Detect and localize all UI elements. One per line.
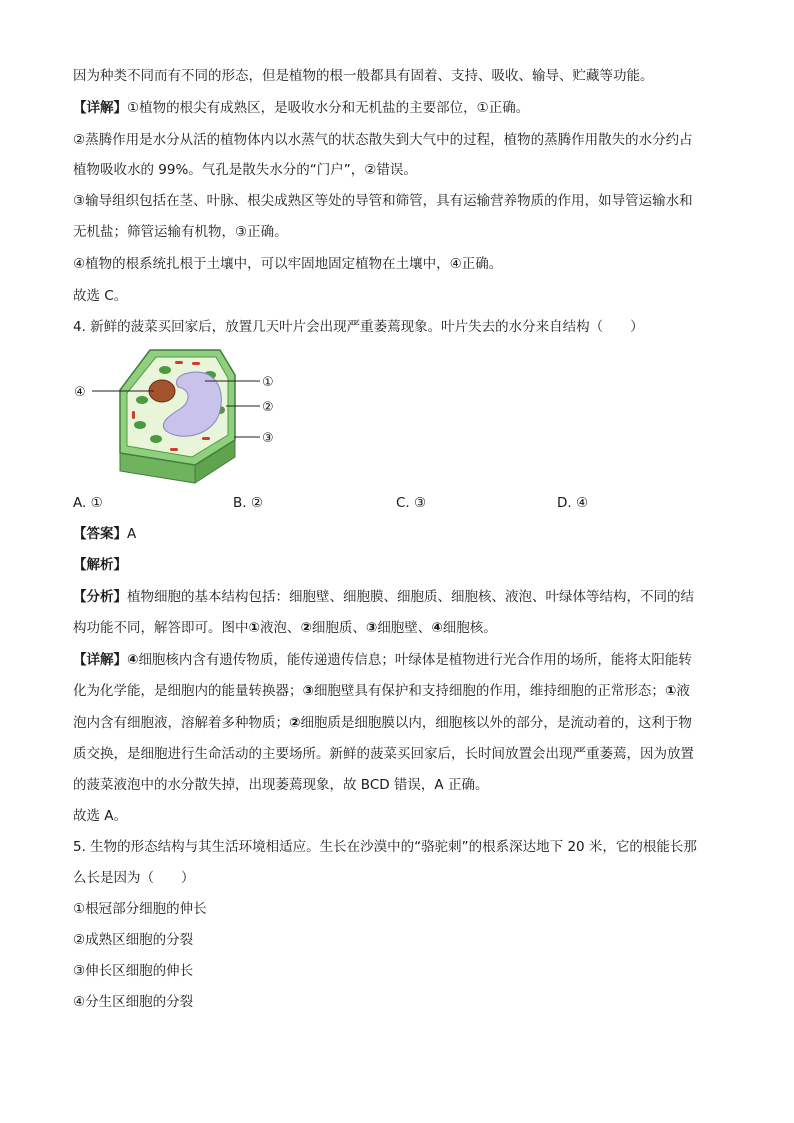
analysis-tag: 【解析】 — [73, 557, 127, 573]
fenxi-line-1 — [73, 588, 694, 606]
option-c: C. ③ — [396, 495, 427, 511]
option-a: A. ① — [73, 495, 103, 511]
detail-tag: 【详解】 — [73, 100, 127, 116]
answer-value: A — [127, 526, 137, 542]
q5-item-4: ④分生区细胞的分裂 — [73, 994, 194, 1010]
circled-num: ① — [664, 683, 677, 699]
text-line: 无机盐；筛管运输有机物，③正确。 — [73, 224, 288, 240]
q5-item-2: ②成熟区细胞的分裂 — [73, 932, 194, 948]
xiangjie-text: 化为化学能，是细胞内的能量转换器； — [73, 683, 303, 699]
question-5-stem-cont: 么长是因为（ ） — [73, 870, 195, 886]
question-5-stem: 5. 生物的形态结构与其生活环境相适应。生长在沙漠中的“骆驼刺”的根系深达地下 20 米，它的根能长那 — [73, 839, 697, 855]
label-1: ① — [262, 375, 274, 390]
circled-num: ① — [248, 620, 260, 636]
text-line: 植物吸收水的 99%。气孔是散失水分的“门户”，②错误。 — [73, 162, 417, 178]
xiangjie-text: 细胞壁具有保护和支持细胞的作用，维持细胞的正常形态； — [313, 683, 665, 699]
conclusion-line: 故选 C。 — [73, 288, 128, 304]
text-line: ②蒸腾作用是水分从活的植物体内以水蒸气的状态散失到大气中的过程，植物的蒸腾作用散失的水分约占 — [73, 132, 693, 148]
fenxi-tag: 【分析】 — [73, 589, 127, 605]
label-3: ③ — [262, 431, 274, 446]
fenxi-text: 细胞质、 — [311, 620, 366, 636]
chloroplast — [150, 435, 162, 443]
fenxi-text: 植物细胞的基本结构包括：细胞壁、细胞膜、细胞质、细胞核、液泡、叶绿体等结构，不同的结 — [127, 589, 694, 605]
fenxi-line-2 — [73, 619, 497, 637]
option-b: B. ② — [233, 495, 263, 511]
xiangjie-text: 细胞核内含有遗传物质，能传递遗传信息；叶绿体是植物进行光合作用的场所，能将太阳能转 — [138, 652, 692, 668]
q5-item-1: ①根冠部分细胞的伸长 — [73, 901, 207, 917]
q5-item-3: ③伸长区细胞的伸长 — [73, 963, 194, 979]
text-line: ③输导组织包括在茎、叶脉、根尖成熟区等处的导管和筛管，具有运输营养物质的作用，如导管运输水和 — [73, 193, 693, 209]
circled-num: ② — [300, 620, 312, 636]
xiangjie-text: 泡内含有细胞液，溶解着多种物质； — [73, 715, 289, 731]
circled-num: ④ — [127, 652, 139, 668]
xiangjie-line-3 — [73, 714, 692, 732]
chloroplast — [134, 421, 146, 429]
mitochondrion — [192, 362, 200, 365]
fenxi-text: 构功能不同，解答即可。图中 — [73, 620, 249, 636]
chloroplast — [136, 396, 148, 404]
xiangjie-text: 液 — [676, 683, 690, 699]
answer-line — [73, 525, 136, 543]
xiangjie-line-1 — [73, 651, 692, 669]
mitochondrion — [170, 448, 178, 451]
option-d: D. ④ — [557, 495, 589, 511]
label-4: ④ — [74, 385, 86, 400]
text-line: ④植物的根系统扎根于土壤中，可以牢固地固定植物在土壤中，④正确。 — [73, 256, 503, 272]
fenxi-text: 液泡、 — [259, 620, 301, 636]
circled-num: ③ — [365, 620, 378, 636]
text-line: 因为种类不同而有不同的形态，但是植物的根一般都具有固着、支持、吸收、输导、贮藏等功能。 — [73, 68, 654, 84]
circled-num: ③ — [302, 683, 314, 699]
chloroplast — [159, 366, 171, 374]
fenxi-text: 细胞核。 — [442, 620, 497, 636]
fenxi-text: 细胞壁、 — [377, 620, 432, 636]
detail-text: ①植物的根尖有成熟区，是吸收水分和无机盐的主要部位，①正确。 — [127, 100, 530, 116]
mitochondrion — [132, 411, 135, 419]
xiangjie-line-2 — [73, 682, 690, 700]
circled-num: ② — [289, 715, 301, 731]
circled-num: ④ — [431, 620, 443, 636]
xiangjie-line-5: 的菠菜液泡中的水分散失掉，出现萎蔫现象，故 BCD 错误，A 正确。 — [73, 777, 489, 793]
conclusion-line: 故选 A。 — [73, 808, 128, 824]
plant-cell-diagram — [70, 345, 290, 485]
answer-tag: 【答案】 — [73, 526, 127, 542]
mitochondrion — [175, 361, 183, 364]
mitochondrion — [202, 437, 210, 440]
xiangjie-tag: 【详解】 — [73, 652, 127, 668]
xiangjie-line-4: 质交换，是细胞进行生命活动的主要场所。新鲜的菠菜买回家后，长时间放置会出现严重萎蔫，因为放置 — [73, 746, 694, 762]
detail-line — [73, 99, 529, 117]
plant-cell-figure — [70, 345, 290, 485]
label-2: ② — [262, 400, 274, 415]
xiangjie-text: 细胞质是细胞膜以内，细胞核以外的部分，是流动着的，这利于物 — [300, 715, 692, 731]
question-4-stem: 4. 新鲜的菠菜买回家后，放置几天叶片会出现严重萎蔫现象。叶片失去的水分来自结构（ ） — [73, 319, 644, 335]
